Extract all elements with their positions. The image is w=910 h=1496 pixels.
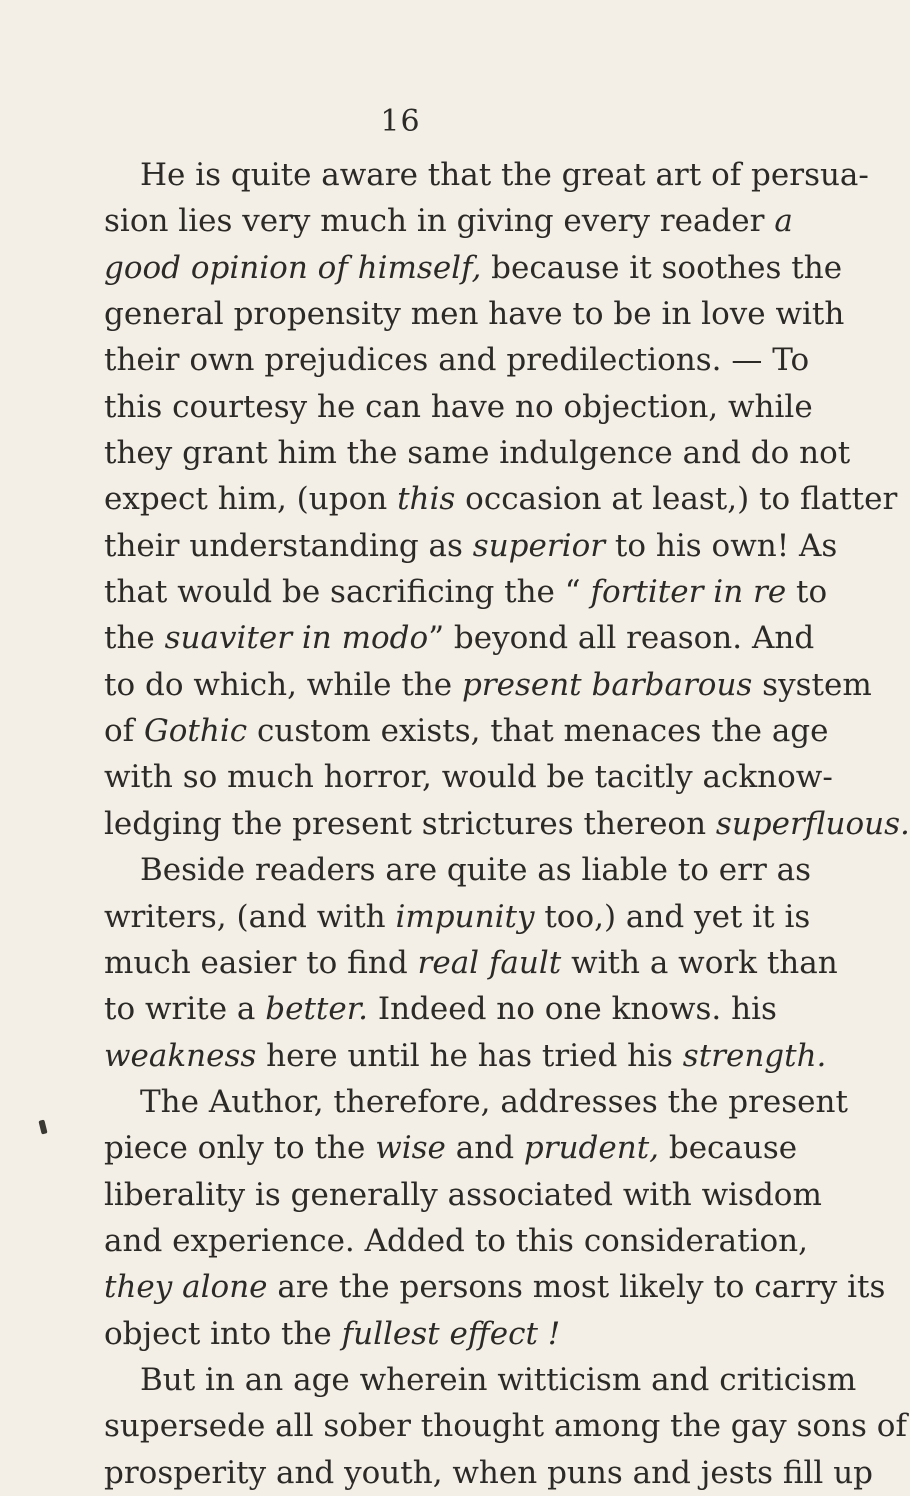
text-line	[104, 894, 811, 940]
text-line	[104, 1172, 822, 1218]
text-line	[104, 1033, 827, 1079]
text-segment: custom exists, that menaces the age	[247, 713, 829, 750]
text-segment: liberality is generally associated with wisdom	[104, 1176, 822, 1213]
body-text	[104, 152, 910, 1496]
text-segment: their understanding as	[104, 527, 473, 564]
italic-text: superfluous.	[715, 805, 910, 842]
text-line	[104, 662, 872, 708]
text-line	[104, 1403, 907, 1449]
text-segment: to write a	[104, 991, 266, 1028]
text-segment: their own prejudices and predilections. — To	[104, 342, 810, 379]
text-line	[104, 801, 910, 847]
text-segment: general propensity men have to be in love with	[104, 296, 845, 333]
text-line	[104, 986, 777, 1032]
text-segment: object into the	[104, 1315, 342, 1352]
text-segment: prosperity and youth, when puns and jests fill up	[104, 1454, 874, 1491]
text-line	[104, 1125, 798, 1171]
italic-text: present barbarous	[461, 666, 753, 703]
text-line	[104, 1357, 857, 1403]
text-segment: system	[752, 666, 872, 703]
italic-text: real fault	[417, 944, 562, 981]
text-line	[104, 1264, 886, 1310]
text-segment: much easier to find	[104, 944, 418, 981]
italic-text: this	[397, 481, 456, 518]
text-segment: Beside readers are quite as liable to err as	[140, 852, 812, 889]
italic-text: a	[774, 203, 793, 240]
text-line	[104, 569, 828, 615]
italic-text: strength.	[682, 1037, 827, 1074]
text-line	[104, 523, 838, 569]
text-line	[104, 1450, 874, 1496]
text-line	[104, 1079, 848, 1125]
text-segment: to do which, while the	[104, 666, 462, 703]
text-segment: with a work than	[561, 944, 838, 981]
text-segment: expect him, (upon	[104, 481, 398, 518]
text-segment: they grant him the same indulgence and do not	[104, 435, 851, 472]
italic-text: impunity	[395, 898, 535, 935]
text-line	[104, 754, 833, 800]
text-line	[104, 152, 869, 198]
text-segment: ” beyond all reason. And	[428, 620, 815, 657]
italic-text: good opinion of himself,	[104, 249, 482, 286]
text-line	[104, 245, 843, 291]
text-segment: because it soothes the	[481, 249, 843, 286]
italic-text: wise	[375, 1130, 446, 1167]
italic-text: they alone	[104, 1269, 268, 1306]
text-segment: piece only to the	[104, 1130, 376, 1167]
text-segment: ledging the present strictures thereon	[104, 805, 716, 842]
text-segment: supersede all sober thought among the gay sons of	[104, 1408, 907, 1445]
text-line	[104, 847, 812, 893]
italic-text: Gothic	[144, 713, 248, 750]
text-segment: are the persons most likely to carry its	[267, 1269, 886, 1306]
text-segment: and	[445, 1130, 524, 1167]
italic-text: prudent,	[523, 1130, 660, 1167]
italic-text: weakness	[104, 1037, 257, 1074]
text-segment: this courtesy he can have no objection, while	[104, 388, 813, 425]
text-segment: too,) and yet it is	[534, 898, 811, 935]
italic-text: fullest effect !	[341, 1315, 561, 1352]
text-segment: that would be sacrificing the “	[104, 574, 591, 611]
text-segment: But in an age wherein witticism and criticism	[140, 1361, 857, 1398]
italic-text: fortiter in re	[590, 574, 787, 611]
text-segment: to his own! As	[605, 527, 838, 564]
italic-text: superior	[472, 527, 606, 564]
text-segment: Indeed no one knows. his	[367, 991, 777, 1028]
text-line	[104, 708, 829, 754]
text-segment: occasion at least,) to flatter	[455, 481, 898, 518]
text-segment: writers, (and with	[104, 898, 396, 935]
text-segment: sion lies very much in giving every reader	[104, 203, 775, 240]
text-segment: the	[104, 620, 165, 657]
text-line	[104, 291, 845, 337]
text-segment: here until he has tried his	[256, 1037, 683, 1074]
text-segment: of	[104, 713, 144, 750]
text-line	[104, 430, 851, 476]
text-line	[104, 198, 793, 244]
text-line	[104, 1218, 808, 1264]
ink-blot	[38, 1119, 47, 1134]
text-line	[104, 1311, 768, 1357]
text-segment: He is quite aware that the great art of persua-	[140, 157, 869, 193]
text-line	[104, 337, 810, 383]
text-line	[104, 615, 815, 661]
text-segment: with so much horror, would be tacitly acknow-	[104, 759, 833, 796]
text-segment: The Author, therefore, addresses the present	[140, 1083, 848, 1120]
text-line	[104, 384, 813, 430]
text-segment: because	[659, 1130, 798, 1167]
italic-text: better.	[265, 991, 368, 1028]
page-number: 16	[380, 104, 421, 139]
italic-text: suaviter in modo	[164, 620, 429, 657]
text-line	[104, 476, 898, 522]
text-line	[104, 940, 838, 986]
text-segment: to	[786, 574, 828, 611]
text-segment: and experience. Added to this consideration,	[104, 1222, 808, 1259]
